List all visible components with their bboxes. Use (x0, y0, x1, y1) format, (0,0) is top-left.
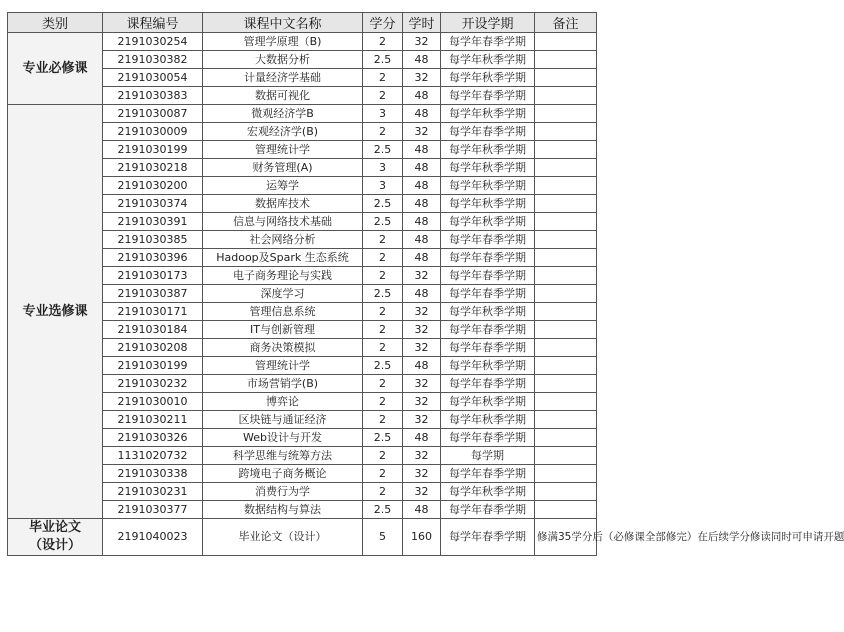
course-term: 每学年秋季学期 (441, 177, 535, 195)
course-note (535, 357, 597, 375)
course-name: Web设计与开发 (203, 429, 363, 447)
course-code: 2191030338 (103, 465, 203, 483)
course-note (535, 33, 597, 51)
course-name: 科学思维与统筹方法 (203, 447, 363, 465)
course-note (535, 123, 597, 141)
course-credits: 2.5 (363, 429, 403, 447)
course-name: 市场营销学(B) (203, 375, 363, 393)
course-hours: 32 (403, 267, 441, 285)
category-cell-thesis (8, 519, 103, 556)
course-credits: 3 (363, 177, 403, 195)
course-note (535, 267, 597, 285)
course-hours: 48 (403, 177, 441, 195)
course-note (535, 465, 597, 483)
course-note (535, 321, 597, 339)
course-code: 2191030326 (103, 429, 203, 447)
course-term: 每学年秋季学期 (441, 105, 535, 123)
course-credits: 2 (363, 69, 403, 87)
course-note (535, 159, 597, 177)
course-hours: 48 (403, 141, 441, 159)
course-credits: 2 (363, 375, 403, 393)
course-code: 2191030387 (103, 285, 203, 303)
course-credits: 2 (363, 123, 403, 141)
course-note (535, 231, 597, 249)
course-note (535, 501, 597, 519)
course-term: 每学年秋季学期 (441, 69, 535, 87)
course-term: 每学年秋季学期 (441, 411, 535, 429)
course-name: 大数据分析 (203, 51, 363, 69)
course-hours: 32 (403, 339, 441, 357)
course-credits: 2 (363, 483, 403, 501)
course-term: 每学年春季学期 (441, 231, 535, 249)
course-credits: 2.5 (363, 501, 403, 519)
course-name: 数据结构与算法 (203, 501, 363, 519)
course-code: 2191030377 (103, 501, 203, 519)
course-hours: 32 (403, 69, 441, 87)
course-hours: 32 (403, 465, 441, 483)
course-credits: 2.5 (363, 141, 403, 159)
course-name: 管理信息系统 (203, 303, 363, 321)
course-code: 2191030396 (103, 249, 203, 267)
course-hours: 32 (403, 321, 441, 339)
course-credits: 2.5 (363, 357, 403, 375)
course-hours: 48 (403, 213, 441, 231)
course-credits: 2 (363, 303, 403, 321)
course-term: 每学年秋季学期 (441, 159, 535, 177)
header-credits: 学分 (363, 13, 403, 33)
course-note (535, 213, 597, 231)
course-code: 2191030231 (103, 483, 203, 501)
course-credits: 2 (363, 465, 403, 483)
course-term: 每学年秋季学期 (441, 51, 535, 69)
header-row (8, 13, 597, 33)
course-term: 每学年春季学期 (441, 501, 535, 519)
course-hours: 32 (403, 411, 441, 429)
course-term: 每学年秋季学期 (441, 213, 535, 231)
course-credits: 2.5 (363, 195, 403, 213)
course-note (535, 339, 597, 357)
thesis-category-line1: 毕业论文 (28, 520, 81, 535)
course-code: 2191040023 (103, 519, 203, 556)
course-name: 博弈论 (203, 393, 363, 411)
course-term: 每学年春季学期 (441, 429, 535, 447)
course-credits: 2 (363, 393, 403, 411)
course-name: 社会网络分析 (203, 231, 363, 249)
course-note (535, 483, 597, 501)
header-category: 类别 (8, 13, 103, 33)
course-name: 计量经济学基础 (203, 69, 363, 87)
course-note (535, 87, 597, 105)
course-name: 运筹学 (203, 177, 363, 195)
course-note (535, 447, 597, 465)
course-term: 每学年春季学期 (441, 519, 535, 556)
course-note (535, 393, 597, 411)
course-note (535, 177, 597, 195)
course-term: 每学期 (441, 447, 535, 465)
header-code: 课程编号 (103, 13, 203, 33)
course-hours: 32 (403, 33, 441, 51)
course-code: 2191030173 (103, 267, 203, 285)
course-hours: 48 (403, 285, 441, 303)
course-code: 2191030199 (103, 357, 203, 375)
course-hours: 32 (403, 447, 441, 465)
course-hours: 160 (403, 519, 441, 556)
course-note (535, 303, 597, 321)
course-hours: 48 (403, 429, 441, 447)
course-code: 2191030199 (103, 141, 203, 159)
course-term: 每学年春季学期 (441, 321, 535, 339)
course-name: 电子商务理论与实践 (203, 267, 363, 285)
course-code: 2191030054 (103, 69, 203, 87)
course-term: 每学年秋季学期 (441, 195, 535, 213)
course-table (7, 12, 844, 556)
course-note (535, 141, 597, 159)
course-hours: 48 (403, 87, 441, 105)
course-credits: 5 (363, 519, 403, 556)
course-note (535, 195, 597, 213)
course-term: 每学年春季学期 (441, 375, 535, 393)
course-credits: 2 (363, 267, 403, 285)
course-term: 每学年春季学期 (441, 339, 535, 357)
course-note (535, 69, 597, 87)
course-term: 每学年春季学期 (441, 285, 535, 303)
header-hours: 学时 (403, 13, 441, 33)
course-code: 2191030087 (103, 105, 203, 123)
course-code: 2191030391 (103, 213, 203, 231)
course-name: 深度学习 (203, 285, 363, 303)
course-row (8, 33, 597, 51)
course-hours: 48 (403, 231, 441, 249)
course-hours: 48 (403, 501, 441, 519)
course-hours: 48 (403, 105, 441, 123)
course-term: 每学年春季学期 (441, 33, 535, 51)
course-term: 每学年秋季学期 (441, 141, 535, 159)
course-credits: 2 (363, 447, 403, 465)
course-code: 2191030200 (103, 177, 203, 195)
header-term: 开设学期 (441, 13, 535, 33)
course-name: 宏观经济学(B) (203, 123, 363, 141)
course-term: 每学年秋季学期 (441, 393, 535, 411)
course-credits: 2.5 (363, 213, 403, 231)
course-name: 管理统计学 (203, 141, 363, 159)
course-hours: 48 (403, 357, 441, 375)
course-code: 2191030218 (103, 159, 203, 177)
course-code: 2191030211 (103, 411, 203, 429)
course-code: 2191030382 (103, 51, 203, 69)
course-name: 毕业论文（设计） (203, 519, 363, 556)
header-notes: 备注 (535, 13, 597, 33)
course-name: Hadoop及Spark 生态系统 (203, 249, 363, 267)
course-credits: 2 (363, 33, 403, 51)
course-name: 管理学原理（B) (203, 33, 363, 51)
course-note (535, 285, 597, 303)
course-code: 2191030010 (103, 393, 203, 411)
course-table-body (8, 33, 844, 556)
course-name: 商务决策模拟 (203, 339, 363, 357)
course-name: 区块链与通证经济 (203, 411, 363, 429)
course-code: 2191030009 (103, 123, 203, 141)
course-hours: 32 (403, 123, 441, 141)
course-credits: 2 (363, 321, 403, 339)
course-code: 2191030254 (103, 33, 203, 51)
course-credits: 2 (363, 339, 403, 357)
course-code: 2191030232 (103, 375, 203, 393)
course-name: 财务管理(A) (203, 159, 363, 177)
course-term: 每学年春季学期 (441, 465, 535, 483)
course-hours: 48 (403, 51, 441, 69)
course-row (8, 105, 597, 123)
course-hours: 32 (403, 483, 441, 501)
course-code: 2191030383 (103, 87, 203, 105)
course-credits: 2 (363, 87, 403, 105)
course-note (535, 429, 597, 447)
course-credits: 2.5 (363, 51, 403, 69)
course-term: 每学年秋季学期 (441, 483, 535, 501)
course-name: 数据可视化 (203, 87, 363, 105)
course-credits: 2 (363, 231, 403, 249)
course-name: 数据库技术 (203, 195, 363, 213)
course-name: 管理统计学 (203, 357, 363, 375)
course-credits: 3 (363, 159, 403, 177)
category-cell: 专业必修课 (8, 33, 103, 105)
course-note (535, 375, 597, 393)
course-hours: 48 (403, 249, 441, 267)
course-note (535, 411, 597, 429)
course-name: 信息与网络技术基础 (203, 213, 363, 231)
course-credits: 3 (363, 105, 403, 123)
thesis-row (8, 519, 597, 556)
course-code: 2191030374 (103, 195, 203, 213)
course-term: 每学年秋季学期 (441, 357, 535, 375)
course-name: IT与创新管理 (203, 321, 363, 339)
course-hours: 32 (403, 303, 441, 321)
course-term: 每学年春季学期 (441, 249, 535, 267)
course-term: 每学年春季学期 (441, 87, 535, 105)
course-note (535, 249, 597, 267)
course-code: 2191030184 (103, 321, 203, 339)
course-name: 消费行为学 (203, 483, 363, 501)
course-name: 跨境电子商务概论 (203, 465, 363, 483)
course-code: 2191030385 (103, 231, 203, 249)
course-credits: 2.5 (363, 285, 403, 303)
course-note (535, 105, 597, 123)
course-note (535, 51, 597, 69)
course-term: 每学年春季学期 (441, 123, 535, 141)
course-hours: 48 (403, 195, 441, 213)
category-cell: 专业选修课 (8, 105, 103, 519)
thesis-category-line2: （设计） (28, 538, 81, 553)
course-hours: 48 (403, 159, 441, 177)
course-credits: 2 (363, 249, 403, 267)
course-hours: 32 (403, 393, 441, 411)
header-name: 课程中文名称 (203, 13, 363, 33)
course-code: 1131020732 (103, 447, 203, 465)
course-code: 2191030171 (103, 303, 203, 321)
course-term: 每学年春季学期 (441, 267, 535, 285)
course-code: 2191030208 (103, 339, 203, 357)
course-hours: 32 (403, 375, 441, 393)
course-name: 微观经济学B (203, 105, 363, 123)
course-credits: 2 (363, 411, 403, 429)
course-note: 修满35学分后（必修课全部修完）在后续学分修读同时可申请开题 (535, 519, 597, 556)
course-term: 每学年秋季学期 (441, 303, 535, 321)
